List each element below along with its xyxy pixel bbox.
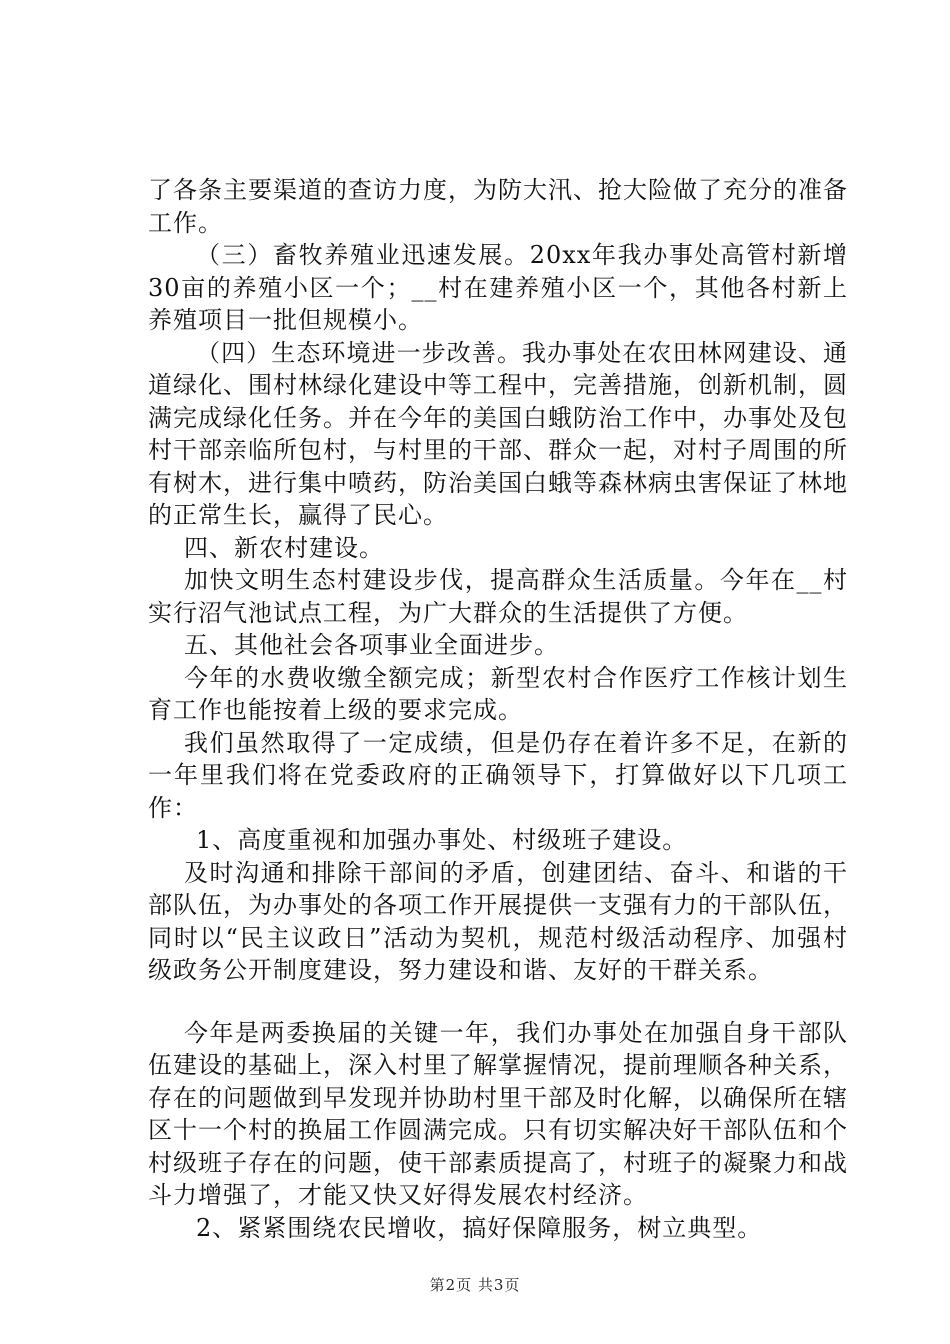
paragraph-election: 今年是两委换届的关键一年，我们办事处在加强自身干部队伍建设的基础上，深入村里了解掌握情况，提前理顺各种关系，存在的问题做到早发现并协助村里干部及时化解，以确保所在辖区十一个村的换届工作圆满完成。只有切实解决好干部队伍和个村级班子存在的问题，使干部素质提高了，村班子的凝聚力和战斗力增强了，才能又快又好得发展农村经济。 — [148, 1018, 848, 1209]
paragraph-water-fees: 今年的水费收缴全额完成；新型农村合作医疗工作核计划生育工作也能按着上级的要求完成。 — [148, 663, 848, 724]
heading-item-1: 1、高度重视和加强办事处、村级班子建设。 — [196, 826, 688, 854]
paragraph-ecology: （四）生态环境进一步改善。我办事处在农田林网建设、通道绿化、围村林绿化建设中等工程中，完善措施，创新机制，圆满完成绿化任务。并在今年的美国白蛾防治工作中，办事处及包村干部亲临所包村，与村里的干部、群众一起，对村子周围的所有树木，进行集中喷药，防治美国白蛾等森林病虫害保证了林地的正常生长，赢得了民心。 — [148, 338, 848, 529]
paragraph-shortcomings: 我们虽然取得了一定成绩，但是仍存在着许多不足，在新的一年里我们将在党委政府的正确领导下，打算做好以下几项工作： — [148, 728, 848, 822]
paragraph-continuation: 了各条主要渠道的查访力度，为防大汛、抢大险做了充分的准备工作。 — [148, 176, 848, 237]
heading-item-2: 2、紧紧围绕农民增收，搞好保障服务，树立典型。 — [196, 1213, 763, 1242]
heading-new-rural-construction: 四、新农村建设。 — [184, 533, 384, 562]
page-number-footer: 第2页 共3页 — [429, 1276, 521, 1294]
paragraph-biogas: 加快文明生态村建设步伐，提高群众生活质量。今年在__村实行沼气池试点工程，为广大群众的生活提供了方便。 — [148, 566, 848, 627]
paragraph-livestock: （三）畜牧养殖业迅速发展。20xx年我办事处高管村新增30亩的养殖小区一个；__村在建养殖小区一个，其他各村新上养殖项目一批但规模小。 — [148, 241, 848, 334]
heading-other-affairs: 五、其他社会各项事业全面进步。 — [184, 631, 559, 659]
paragraph-gap — [148, 987, 848, 1017]
paragraph-cadre-team: 及时沟通和排除干部间的矛盾，创建团结、奋斗、和谐的干部队伍，为办事处的各项工作开展提供一支强有力的干部队伍，同时以“民主议政日”活动为契机，规范村级活动程序、加强村级政务公开制度建设，努力建设和谐、友好的干群关系。 — [148, 858, 848, 984]
document-body — [148, 174, 848, 1244]
